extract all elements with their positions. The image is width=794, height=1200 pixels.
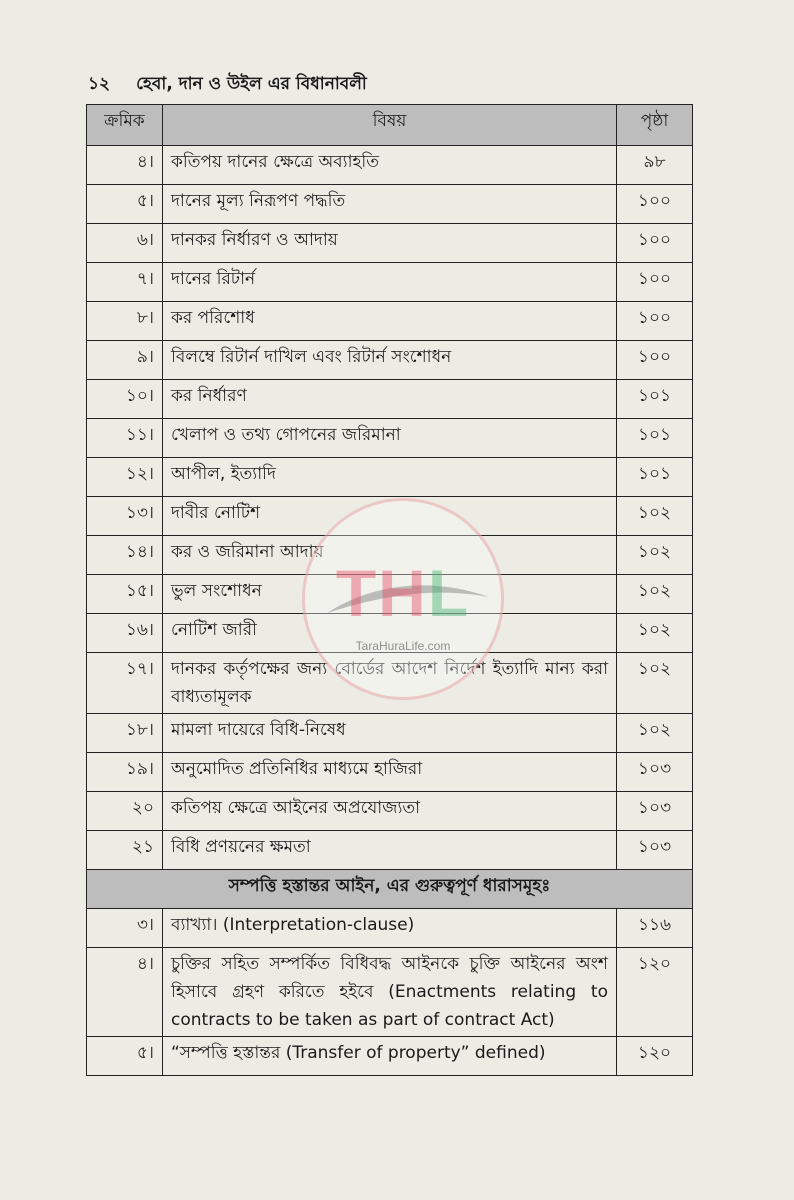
row-subject: অনুমোদিত প্রতিনিধির মাধ্যমে হাজিরা: [163, 753, 617, 792]
row-subject: বিলম্বে রিটার্ন দাখিল এবং রিটার্ন সংশোধন: [163, 341, 617, 380]
row-page: ১০৩: [617, 831, 693, 870]
row-subject: দানকর কর্তৃপক্ষের জন্য বোর্ডের আদেশ নির্দেশ ইত্যাদি মান্য করা বাধ্যতামূলক: [163, 653, 617, 714]
row-subject: আপীল, ইত্যাদি: [163, 458, 617, 497]
book-title: হেবা, দান ও উইল এর বিধানাবলী: [136, 74, 367, 94]
table-row: [87, 263, 693, 302]
table-row: [87, 714, 693, 753]
running-head: [88, 70, 367, 100]
row-subject: বিধি প্রণয়নের ক্ষমতা: [163, 831, 617, 870]
row-page: ১০২: [617, 614, 693, 653]
row-page: ১০১: [617, 419, 693, 458]
row-serial: ৪।: [87, 146, 163, 185]
row-page: ১০১: [617, 458, 693, 497]
table-row: [87, 224, 693, 263]
header-subject: বিষয়: [163, 105, 617, 146]
row-page: ১০০: [617, 302, 693, 341]
row-serial: ৭।: [87, 263, 163, 302]
row-serial: ৫।: [87, 185, 163, 224]
table-row: [87, 341, 693, 380]
row-subject: কর ও জরিমানা আদায়: [163, 536, 617, 575]
row-serial: ১৬।: [87, 614, 163, 653]
row-page: ১০২: [617, 575, 693, 614]
table-row: [87, 909, 693, 948]
row-page: ১০০: [617, 185, 693, 224]
row-page: ১০৩: [617, 753, 693, 792]
row-serial: ১৪।: [87, 536, 163, 575]
row-serial: ১২।: [87, 458, 163, 497]
row-serial: ১৫।: [87, 575, 163, 614]
row-page: ১২০: [617, 1037, 693, 1076]
row-serial: ১৩।: [87, 497, 163, 536]
row-subject: দানকর নির্ধারণ ও আদায়: [163, 224, 617, 263]
row-page: ১২০: [617, 948, 693, 1037]
row-subject: চুক্তির সহিত সম্পর্কিত বিধিবদ্ধ আইনকে চুক্তি আইনের অংশ হিসাবে গ্রহণ করিতে হইবে (Enactments relating to contracts to be taken as part of contract Act): [163, 948, 617, 1037]
row-subject: কর নির্ধারণ: [163, 380, 617, 419]
table-row: [87, 458, 693, 497]
row-page: ১১৬: [617, 909, 693, 948]
row-page: ১০২: [617, 497, 693, 536]
header-row: [87, 105, 693, 146]
row-serial: ৩।: [87, 909, 163, 948]
table-row: [87, 1037, 693, 1076]
row-subject: মামলা দায়েরে বিধি-নিষেধ: [163, 714, 617, 753]
row-page: ১০০: [617, 263, 693, 302]
row-subject: ভুল সংশোধন: [163, 575, 617, 614]
row-serial: ২১: [87, 831, 163, 870]
row-page: ১০৩: [617, 792, 693, 831]
row-serial: ২০: [87, 792, 163, 831]
table-row: [87, 302, 693, 341]
row-subject: কর পরিশোধ: [163, 302, 617, 341]
row-subject: ব্যাখ্যা। (Interpretation-clause): [163, 909, 617, 948]
row-serial: ৫।: [87, 1037, 163, 1076]
row-serial: ১৯।: [87, 753, 163, 792]
row-subject: কতিপয় দানের ক্ষেত্রে অব্যাহতি: [163, 146, 617, 185]
table-row: [87, 948, 693, 1037]
row-page: ১০২: [617, 714, 693, 753]
section-heading: সম্পত্তি হস্তান্তর আইন, এর গুরুত্বপূর্ণ ধারাসমূহঃ: [87, 870, 693, 909]
row-subject: দানের মূল্য নিরূপণ পদ্ধতি: [163, 185, 617, 224]
row-serial: ৪।: [87, 948, 163, 1037]
row-serial: ১৭।: [87, 653, 163, 714]
table-row: [87, 792, 693, 831]
row-page: ১০২: [617, 653, 693, 714]
section-heading-row: [87, 870, 693, 909]
watermark-site: TaraHuraLife.com: [355, 639, 451, 653]
row-subject: নোটিশ জারী: [163, 614, 617, 653]
row-serial: ১১।: [87, 419, 163, 458]
row-page: ৯৮: [617, 146, 693, 185]
watermark-logo: THL: [335, 556, 471, 630]
table-row: [87, 753, 693, 792]
row-serial: ৯।: [87, 341, 163, 380]
row-page: ১০১: [617, 380, 693, 419]
table-row: [87, 831, 693, 870]
header-page: পৃষ্ঠা: [617, 105, 693, 146]
watermark-seal: [302, 498, 504, 700]
row-page: ১০০: [617, 224, 693, 263]
row-serial: ৮।: [87, 302, 163, 341]
row-subject: দানের রিটার্ন: [163, 263, 617, 302]
table-row: [87, 380, 693, 419]
table-row: [87, 419, 693, 458]
header-serial: ক্রমিক: [87, 105, 163, 146]
row-serial: ৬।: [87, 224, 163, 263]
row-serial: ১৮।: [87, 714, 163, 753]
row-subject: কতিপয় ক্ষেত্রে আইনের অপ্রযোজ্যতা: [163, 792, 617, 831]
row-subject: খেলাপ ও তথ্য গোপনের জরিমানা: [163, 419, 617, 458]
row-page: ১০২: [617, 536, 693, 575]
row-subject: দাবীর নোটিশ: [163, 497, 617, 536]
row-serial: ১০।: [87, 380, 163, 419]
row-subject: “সম্পত্তি হস্তান্তর (Transfer of property” defined): [163, 1037, 617, 1076]
page-number: ১২: [88, 74, 111, 94]
table-row: [87, 146, 693, 185]
table-row: [87, 185, 693, 224]
row-page: ১০০: [617, 341, 693, 380]
